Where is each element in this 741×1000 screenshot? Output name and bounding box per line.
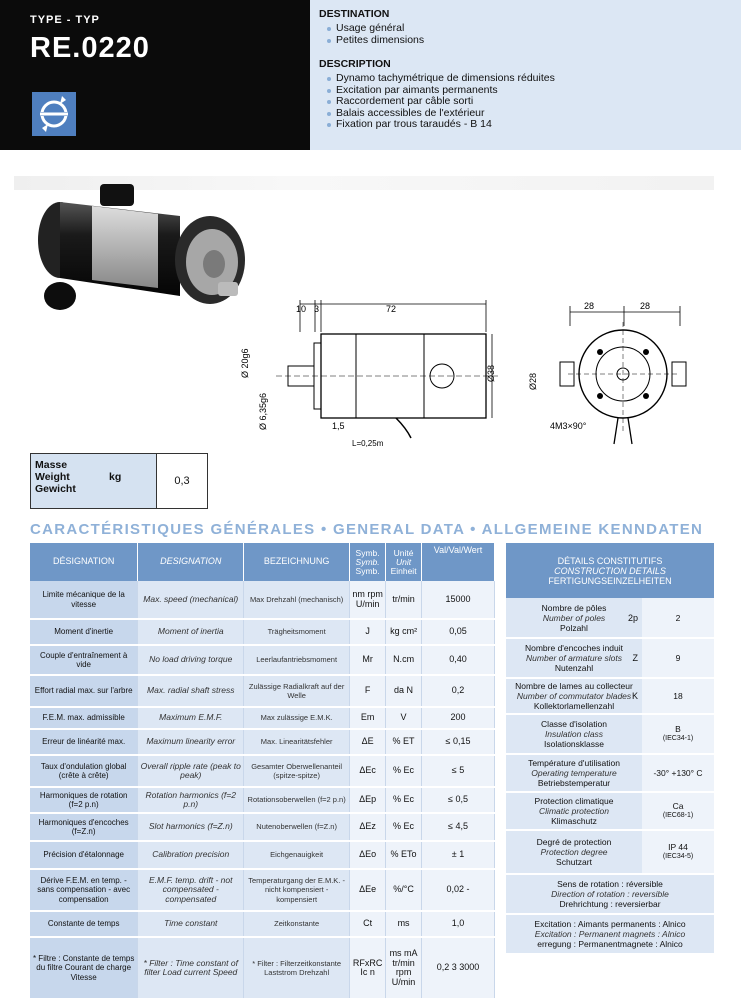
cell-en: Max. radial shaft stress <box>138 675 244 707</box>
mass-unit: kg <box>109 471 122 483</box>
cell-sym: ΔEp <box>350 787 386 813</box>
excitation-en: Excitation : Permanent magnets : Alnico <box>534 929 686 939</box>
cell-sym: ΔE <box>350 729 386 755</box>
cell-fr: Taux d'ondulation global (crête à crête) <box>30 755 138 787</box>
rotation-reversible-icon <box>32 92 76 136</box>
table-row <box>30 619 495 645</box>
detail-label <box>506 714 642 754</box>
table-row <box>30 581 495 619</box>
header-en: CONSTRUCTION DETAILS <box>554 565 666 576</box>
cell-unit: V <box>386 707 422 729</box>
cell-val: 0,2 <box>422 675 495 707</box>
detail-value: Ca <box>672 801 684 811</box>
cell-fr: Erreur de linéarité max. <box>30 729 138 755</box>
cell-fr: Précision d'étalonnage <box>30 841 138 869</box>
section-title: CARACTÉRISTIQUES GÉNÉRALES • GENERAL DATA • ALLGEMEINE KENNDATEN <box>30 521 704 538</box>
col-header-symb <box>350 543 386 581</box>
table-row <box>30 675 495 707</box>
cell-de: Max zulässige E.M.K. <box>244 707 350 729</box>
dim-1-5: 1,5 <box>332 421 345 431</box>
cell-sym: nm rpm U/min <box>350 581 386 619</box>
list-item: Excitation par aimants permanents <box>327 85 741 97</box>
header-info-panel <box>310 0 741 150</box>
cell-de: Eichgenauigkeit <box>244 841 350 869</box>
cell-en: Overall ripple rate (peak to peak) <box>138 755 244 787</box>
detail-en: Number of poles <box>542 612 606 623</box>
cell-val: ≤ 0,5 <box>422 787 495 813</box>
mass-label-de: Gewicht <box>35 483 76 495</box>
list-item: Petites dimensions <box>327 35 741 47</box>
cell-de: Max. Linearitätsfehler <box>244 729 350 755</box>
col-header-fr: DÉSIGNATION <box>30 543 138 581</box>
detail-symbol: 2p <box>627 612 638 623</box>
cell-val: ≤ 4,5 <box>422 813 495 841</box>
dim-72: 72 <box>386 304 397 314</box>
symb-en: Symb. <box>355 556 380 567</box>
cell-fr: F.E.M. max. admissible <box>30 707 138 729</box>
detail-de: Nutenzahl <box>554 663 594 673</box>
table-row <box>30 841 495 869</box>
mass-value: 0,3 <box>156 454 207 508</box>
cell-en: Time constant <box>138 911 244 937</box>
mass-label-fr: Masse <box>35 459 68 471</box>
construction-details-rows <box>506 598 714 954</box>
table-row <box>30 755 495 787</box>
cell-val: 15000 <box>422 581 495 619</box>
cell-de: Rotationsoberwellen (f=2 p.n) <box>244 787 350 813</box>
dim-dia-635: Ø 6,35g6 <box>258 392 268 430</box>
detail-value: 18 <box>673 691 683 701</box>
cell-val: 0,40 <box>422 645 495 675</box>
symb-fr: Symb. <box>355 547 380 558</box>
col-header-en: DESIGNATION <box>138 543 244 581</box>
detail-en: Insulation class <box>544 729 604 739</box>
detail-fr: Nombre d'encoches induit <box>524 643 623 653</box>
detail-value: IP 44 <box>668 842 688 852</box>
cell-unit: tr/min <box>386 581 422 619</box>
detail-value: -30° +130° C <box>653 768 703 778</box>
side-view-drawing <box>236 298 506 453</box>
cell-en: Rotation harmonics (f=2 p.n) <box>138 787 244 813</box>
table-row <box>30 937 495 999</box>
detail-label <box>506 678 642 714</box>
detail-fr: Protection climatique <box>534 796 614 806</box>
front-dim-right: 28 <box>640 301 651 311</box>
detail-label <box>506 638 642 678</box>
model-title: RE.0220 <box>30 32 150 64</box>
detail-label <box>506 598 642 638</box>
cell-en: Calibration precision <box>138 841 244 869</box>
detail-label <box>506 754 642 792</box>
detail-value-cell <box>642 792 714 830</box>
cell-fr: Effort radial max. sur l'arbre <box>30 675 138 707</box>
detail-value: B <box>675 724 681 734</box>
detail-note: (IEC34-5) <box>662 853 694 860</box>
cell-unit: % Ec <box>386 755 422 787</box>
cell-de: Temperaturgang der E.M.K. - nicht kompensiert - kompensiert <box>244 869 350 911</box>
cell-sym: ΔEo <box>350 841 386 869</box>
list-item: Fixation par trous taraudés - B 14 <box>327 119 741 131</box>
header-fr: DÉTAILS CONSTITUTIFS <box>557 555 663 566</box>
dim-10: 10 <box>296 304 307 314</box>
detail-value: 9 <box>675 653 681 663</box>
cell-sym: Ct <box>350 911 386 937</box>
cell-de: Nutenoberwellen (f=Z.n) <box>244 813 350 841</box>
mass-box <box>30 453 208 509</box>
detail-value-cell <box>642 678 714 714</box>
dim-dia-38: Ø38 <box>486 364 496 382</box>
cell-val: ≤ 5 <box>422 755 495 787</box>
detail-en: Operating temperature <box>531 768 617 778</box>
rotation-cell <box>506 874 714 914</box>
unit-en: Unit <box>396 556 412 567</box>
destination-title: DESTINATION <box>319 8 390 20</box>
cell-sym: Mr <box>350 645 386 675</box>
cell-en: No load driving torque <box>138 645 244 675</box>
type-label: TYPE - TYP <box>30 14 100 26</box>
cell-val: 1,0 <box>422 911 495 937</box>
table-row <box>506 714 714 754</box>
col-header-de: BEZEICHNUNG <box>244 543 350 581</box>
cell-unit: da N <box>386 675 422 707</box>
construction-details-header <box>506 543 714 598</box>
cell-de: Max Drehzahl (mechanisch) <box>244 581 350 619</box>
cell-fr: Moment d'inertie <box>30 619 138 645</box>
construction-details-table <box>506 543 714 955</box>
cell-unit: %/°C <box>386 869 422 911</box>
cell-fr: Couple d'entraînement à vide <box>30 645 138 675</box>
destination-list <box>327 23 741 46</box>
cell-de: Zeitkonstante <box>244 911 350 937</box>
detail-fr: Température d'utilisation <box>528 758 620 768</box>
detail-de: Kollektorlamellenzahl <box>533 701 615 711</box>
motor-photo <box>30 178 260 323</box>
cell-unit: % Ec <box>386 813 422 841</box>
dim-dia-20: Ø 20g6 <box>240 348 250 378</box>
detail-value-cell <box>642 598 714 638</box>
table-row <box>506 678 714 714</box>
cell-val: 0,2 3 3000 <box>422 937 495 999</box>
excitation-de: erregung : Permanentmagnete : Alnico <box>537 939 683 949</box>
cell-sym: J <box>350 619 386 645</box>
detail-de: Isolationsklasse <box>543 739 604 749</box>
cell-en: Moment of inertia <box>138 619 244 645</box>
table-row <box>30 707 495 729</box>
cell-val: ≤ 0,15 <box>422 729 495 755</box>
cell-unit: kg cm² <box>386 619 422 645</box>
detail-en: Climatic protection <box>539 806 609 816</box>
detail-note: (IEC68-1) <box>662 812 694 819</box>
table-row <box>30 813 495 841</box>
cell-fr: Dérive F.E.M. en temp. - sans compensation - avec compensation <box>30 869 138 911</box>
table-row <box>506 598 714 638</box>
cell-val: ± 1 <box>422 841 495 869</box>
cell-val: 200 <box>422 707 495 729</box>
unit-de: Einheit <box>390 565 417 576</box>
detail-fr: Degré de protection <box>536 837 612 847</box>
list-item: Raccordement par câble sorti <box>327 96 741 108</box>
cell-fr: * Filtre : Constante de temps du filtre Courant de charge Vitesse <box>30 937 138 999</box>
detail-de: Polzahl <box>560 622 588 633</box>
cell-en: E.M.F. temp. drift - not compensated - compensated <box>138 869 244 911</box>
table-row <box>30 729 495 755</box>
table-row <box>506 638 714 678</box>
table-row <box>506 792 714 830</box>
detail-de: Betriebstemperatur <box>537 778 611 788</box>
excitation-fr: Excitation : Aimants permanents : Alnico <box>534 919 686 929</box>
cell-unit: % ET <box>386 729 422 755</box>
detail-label <box>506 830 642 874</box>
detail-fr: Classe d'isolation <box>541 719 607 729</box>
front-dia-28: Ø28 <box>528 372 538 390</box>
cell-sym: ΔEe <box>350 869 386 911</box>
detail-value-cell <box>642 714 714 754</box>
detail-fr: Nombre de pôles <box>541 602 607 613</box>
cell-unit: % Ec <box>386 787 422 813</box>
mass-label-en: Weight <box>35 471 70 483</box>
general-data-rows <box>30 581 495 999</box>
dim-3: 3 <box>314 304 320 314</box>
table-row-rotation <box>506 874 714 914</box>
list-item: Dynamo tachymétrique de dimensions réduites <box>327 73 741 85</box>
detail-note: (IEC34-1) <box>662 735 694 742</box>
cell-en: Slot harmonics (f=Z.n) <box>138 813 244 841</box>
table-row <box>506 830 714 874</box>
cable-length: L=0,25m <box>352 439 384 448</box>
cell-sym: ΔEc <box>350 755 386 787</box>
cell-val: 0,02 - <box>422 869 495 911</box>
detail-symbol: Z <box>632 653 638 663</box>
cell-fr: Harmoniques d'encoches (f=Z.n) <box>30 813 138 841</box>
cell-unit: ms mA tr/min rpm U/min <box>386 937 422 999</box>
col-header-unit <box>386 543 422 581</box>
detail-en: Number of commutator blades <box>516 691 632 701</box>
cell-unit: % ETo <box>386 841 422 869</box>
cell-val: 0,05 <box>422 619 495 645</box>
table-row <box>30 787 495 813</box>
detail-label <box>506 792 642 830</box>
unit-fr: Unité <box>393 547 414 558</box>
detail-de: Schutzart <box>556 857 592 867</box>
table-row-excitation <box>506 914 714 954</box>
col-header-value: Val/Val/Wert <box>422 543 495 581</box>
table-row <box>30 911 495 937</box>
detail-fr: Nombre de lames au collecteur <box>515 681 633 691</box>
detail-value-cell <box>642 754 714 792</box>
detail-en: Protection degree <box>540 847 608 857</box>
detail-symbol: K <box>631 691 638 701</box>
cell-sym: ΔEz <box>350 813 386 841</box>
detail-de: Klimaschutz <box>551 816 597 826</box>
cell-sym: Em <box>350 707 386 729</box>
front-view-drawing <box>528 298 708 448</box>
cell-sym: F <box>350 675 386 707</box>
rotation-de: Drehrichtung : reversierbar <box>559 899 661 909</box>
cell-de: * Filter : Filterzeitkonstante Laststrom Drehzahl <box>244 937 350 999</box>
front-dim-left: 28 <box>584 301 595 311</box>
list-item: Usage général <box>327 23 741 35</box>
cell-de: Gesamter Oberwellenanteil (spitze-spitze) <box>244 755 350 787</box>
cell-en: Maximum linearity error <box>138 729 244 755</box>
general-data-table <box>30 543 495 1000</box>
detail-value-cell <box>642 638 714 678</box>
detail-value: 2 <box>675 612 681 623</box>
rotation-en: Direction of rotation : reversible <box>551 889 669 899</box>
cell-en: Maximum E.M.F. <box>138 707 244 729</box>
header-black-panel <box>0 0 310 150</box>
cell-en: * Filter : Time constant of filter Load current Speed <box>138 937 244 999</box>
cell-fr: Harmoniques de rotation (f=2 p.n) <box>30 787 138 813</box>
table-row <box>30 645 495 675</box>
cell-unit: N.cm <box>386 645 422 675</box>
cell-sym: RFxRC Ic n <box>350 937 386 999</box>
description-title: DESCRIPTION <box>319 58 391 70</box>
mass-labels <box>31 454 156 508</box>
excitation-cell <box>506 914 714 954</box>
front-holes: 4M3×90° <box>550 421 587 431</box>
rotation-fr: Sens de rotation : réversible <box>557 879 663 889</box>
table-row <box>506 754 714 792</box>
cell-en: Max. speed (mechanical) <box>138 581 244 619</box>
detail-value-cell <box>642 830 714 874</box>
cell-de: Zulässige Radialkraft auf der Welle <box>244 675 350 707</box>
symb-de: Symb. <box>355 565 380 576</box>
cell-fr: Constante de temps <box>30 911 138 937</box>
header <box>0 0 741 150</box>
table-row <box>30 869 495 911</box>
cell-unit: ms <box>386 911 422 937</box>
cell-de: Leerlaufantriebsmoment <box>244 645 350 675</box>
list-item: Balais accessibles de l'extérieur <box>327 108 741 120</box>
detail-en: Number of armature slots <box>526 653 622 663</box>
cell-de: Trägheitsmoment <box>244 619 350 645</box>
cell-fr: Limite mécanique de la vitesse <box>30 581 138 619</box>
header-de: FERTIGUNGSEINZELHEITEN <box>548 575 672 586</box>
description-list <box>327 73 741 131</box>
